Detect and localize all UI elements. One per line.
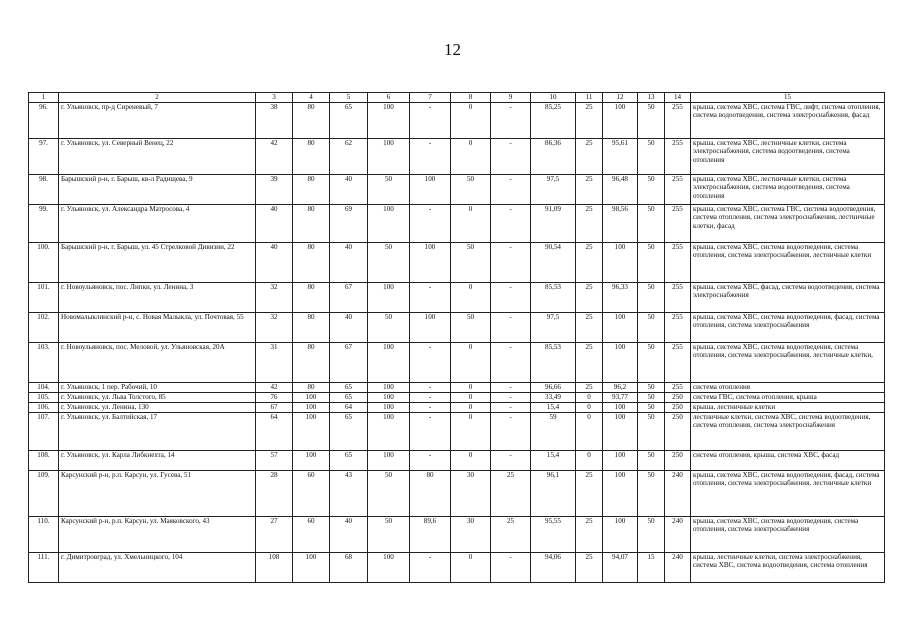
works-cell: крыша, система ХВС, система ГВС, система водоотведения, система отопления, система электроснабжения, лестничные клетки, фасад [691,205,885,243]
value-cell: 96,33 [603,283,638,313]
value-cell: 0 [576,451,603,471]
address-cell: Барышский р-н, г. Барыш, ул. 45 Стрелковой Дивизии, 22 [59,243,256,283]
works-cell: лестничные клетки, система ХВС, система водоотведения, система отопления, система электроснабжения [691,413,885,451]
value-cell: 85,53 [531,283,576,313]
address-cell: г. Ульяновск, ул. Балтийская, 17 [59,413,256,451]
table-header-row [29,93,885,103]
value-cell: 50 [368,471,410,517]
value-cell: - [491,553,531,583]
value-cell: 96,66 [531,383,576,393]
value-cell: 15,4 [531,451,576,471]
value-cell: 100 [368,283,410,313]
value-cell: - [410,393,451,403]
value-cell: 100 [293,413,330,451]
value-cell: - [491,313,531,343]
address-cell: г. Ульяновск, пр-д Сиреневый, 7 [59,103,256,139]
table-row [29,283,885,313]
value-cell: 0 [576,403,603,413]
value-cell: 25 [491,517,531,553]
value-cell: 0 [451,205,491,243]
value-cell: - [410,139,451,175]
value-cell: 80 [293,283,330,313]
value-cell: 100 [293,451,330,471]
value-cell: 25 [576,175,603,205]
value-cell: 50 [638,413,665,451]
value-cell: 80 [293,243,330,283]
column-number: 5 [330,93,368,103]
value-cell: 250 [665,413,691,451]
works-cell: система отопления [691,383,885,393]
column-number: 3 [256,93,293,103]
value-cell: 32 [256,313,293,343]
value-cell: 100 [368,403,410,413]
works-cell: крыша, система ХВС, лестничные клетки, система электроснабжения, система водоотведения, система отопления [691,175,885,205]
column-number: 10 [531,93,576,103]
works-cell: крыша, система ХВС, система водоотведения, система отопления, система электроснабжения, лестничные клетки, [691,343,885,383]
value-cell: 30 [451,471,491,517]
value-cell: 100 [603,517,638,553]
value-cell: 50 [638,343,665,383]
value-cell: 100 [368,553,410,583]
value-cell: 76 [256,393,293,403]
row-number: 99. [29,205,59,243]
value-cell: 0 [451,343,491,383]
value-cell: 89,6 [410,517,451,553]
value-cell: 50 [638,471,665,517]
value-cell: 50 [368,517,410,553]
works-cell: крыша, система ХВС, система водоотведения, фасад, система отопления, система электроснабжения [691,313,885,343]
table-row [29,471,885,517]
value-cell: 100 [603,313,638,343]
value-cell: - [410,205,451,243]
table-row [29,383,885,393]
value-cell: 59 [531,413,576,451]
row-number: 111. [29,553,59,583]
value-cell: 96,2 [603,383,638,393]
value-cell: 25 [576,103,603,139]
value-cell: 64 [256,413,293,451]
value-cell: 15 [638,553,665,583]
value-cell: 100 [293,553,330,583]
works-cell: крыша, система ХВС, система водоотведения, система отопления, система электроснабжения [691,517,885,553]
works-cell: крыша, система ХВС, система ГВС, лифт, система отопления, система водоотведения, система электроснабжения, фасад [691,103,885,139]
value-cell: - [491,205,531,243]
value-cell: 255 [665,383,691,393]
value-cell: - [410,553,451,583]
value-cell: 50 [638,393,665,403]
row-number: 107. [29,413,59,451]
works-cell: крыша, система ХВС, фасад, система водоотведения, система электроснабжения [691,283,885,313]
value-cell: 65 [330,393,368,403]
value-cell: - [491,413,531,451]
table-row [29,553,885,583]
value-cell: 250 [665,393,691,403]
value-cell: 100 [368,139,410,175]
value-cell: 0 [451,393,491,403]
table-row [29,103,885,139]
table-row [29,343,885,383]
address-cell: г. Ульяновск, ул. Северный Венец, 22 [59,139,256,175]
column-number: 9 [491,93,531,103]
value-cell: 25 [576,343,603,383]
column-number: 6 [368,93,410,103]
value-cell: 95,55 [531,517,576,553]
table-row [29,243,885,283]
value-cell: 95,61 [603,139,638,175]
value-cell: - [491,103,531,139]
column-number: 7 [410,93,451,103]
value-cell: - [410,103,451,139]
value-cell: 69 [330,205,368,243]
value-cell: 100 [368,393,410,403]
value-cell: 50 [638,517,665,553]
value-cell: 0 [451,103,491,139]
works-cell: система отопления, крыша, система ХВС, фасад [691,451,885,471]
value-cell: 50 [638,403,665,413]
value-cell: 240 [665,517,691,553]
value-cell: 50 [638,175,665,205]
value-cell: 50 [638,103,665,139]
value-cell: 42 [256,383,293,393]
value-cell: 80 [293,205,330,243]
value-cell: 93,77 [603,393,638,403]
value-cell: 100 [368,103,410,139]
column-number: 2 [59,93,256,103]
value-cell: 100 [603,403,638,413]
page-number: 12 [444,40,461,59]
row-number: 97. [29,139,59,175]
value-cell: 80 [293,343,330,383]
column-number: 13 [638,93,665,103]
value-cell: - [491,175,531,205]
value-cell: 27 [256,517,293,553]
value-cell: 0 [451,139,491,175]
value-cell: - [491,403,531,413]
value-cell: 255 [665,175,691,205]
value-cell: 0 [576,413,603,451]
works-cell: система ГВС, система отопления, крыша [691,393,885,403]
value-cell: 100 [410,175,451,205]
column-number: 14 [665,93,691,103]
value-cell: 96,1 [531,471,576,517]
value-cell: 255 [665,103,691,139]
table-row [29,517,885,553]
value-cell: - [410,403,451,413]
value-cell: 85,25 [531,103,576,139]
value-cell: 50 [638,139,665,175]
value-cell: - [410,383,451,393]
value-cell: 50 [638,383,665,393]
value-cell: 38 [256,103,293,139]
value-cell: 67 [330,343,368,383]
address-cell: Новомалыклинский р-н, с. Новая Малыкла, ул. Почтовая, 55 [59,313,256,343]
value-cell: 90,54 [531,243,576,283]
value-cell: 25 [576,139,603,175]
value-cell: 28 [256,471,293,517]
value-cell: 100 [603,471,638,517]
value-cell: 80 [293,313,330,343]
value-cell: 50 [638,451,665,471]
value-cell: 42 [256,139,293,175]
value-cell: 50 [368,243,410,283]
value-cell: 25 [491,471,531,517]
column-number: 12 [603,93,638,103]
value-cell: 100 [603,103,638,139]
value-cell: 240 [665,471,691,517]
value-cell: 33,49 [531,393,576,403]
value-cell: - [410,283,451,313]
value-cell: 64 [330,403,368,413]
value-cell: 240 [665,553,691,583]
table-row [29,175,885,205]
value-cell: - [491,451,531,471]
row-number: 109. [29,471,59,517]
value-cell: - [491,243,531,283]
value-cell: 100 [410,313,451,343]
value-cell: 0 [576,393,603,403]
data-table [28,92,885,583]
address-cell: г. Новоульяновск, пос. Липки, ул. Ленина, 3 [59,283,256,313]
value-cell: 39 [256,175,293,205]
table-row [29,403,885,413]
value-cell: 68 [330,553,368,583]
value-cell: 32 [256,283,293,313]
value-cell: 40 [256,205,293,243]
row-number: 108. [29,451,59,471]
row-number: 102. [29,313,59,343]
value-cell: 100 [603,343,638,383]
value-cell: 250 [665,451,691,471]
value-cell: 40 [256,243,293,283]
value-cell: 50 [451,175,491,205]
value-cell: 60 [293,517,330,553]
value-cell: - [410,451,451,471]
address-cell: г. Ульяновск, ул. Льва Толстого, 85 [59,393,256,403]
value-cell: 25 [576,205,603,243]
works-cell: крыша, лестничные клетки [691,403,885,413]
address-cell: г. Ульяновск, ул. Ленина, 130 [59,403,256,413]
value-cell: 40 [330,517,368,553]
value-cell: 98,56 [603,205,638,243]
value-cell: 80 [293,175,330,205]
row-number: 101. [29,283,59,313]
address-cell: г. Ульяновск, ул. Александра Матросова, 4 [59,205,256,243]
row-number: 110. [29,517,59,553]
value-cell: - [491,343,531,383]
column-number: 15 [691,93,885,103]
value-cell: 25 [576,283,603,313]
value-cell: 94,07 [603,553,638,583]
value-cell: 80 [293,103,330,139]
value-cell: 40 [330,313,368,343]
value-cell: - [491,139,531,175]
value-cell: 97,5 [531,175,576,205]
value-cell: 50 [451,243,491,283]
value-cell: 100 [368,413,410,451]
table-row [29,413,885,451]
value-cell: 91,09 [531,205,576,243]
value-cell: 57 [256,451,293,471]
address-cell: Карсунский р-н, р.п. Карсун, ул. Маяковского, 43 [59,517,256,553]
value-cell: 80 [293,139,330,175]
value-cell: 0 [451,451,491,471]
address-cell: Барышский р-н, г. Барыш, кв-л Радищева, 9 [59,175,256,205]
value-cell: 0 [451,413,491,451]
value-cell: 255 [665,139,691,175]
row-number: 103. [29,343,59,383]
value-cell: 25 [576,517,603,553]
value-cell: 250 [665,403,691,413]
value-cell: 50 [638,313,665,343]
value-cell: 40 [330,175,368,205]
value-cell: 100 [603,413,638,451]
works-cell: крыша, лестничные клетки, система электроснабжения, система ХВС, система водоотведения, система отопления [691,553,885,583]
value-cell: 100 [368,343,410,383]
value-cell: - [410,343,451,383]
address-cell: Карсунский р-н, р.п. Карсун, ул. Гусева, 51 [59,471,256,517]
row-number: 98. [29,175,59,205]
value-cell: 50 [451,313,491,343]
value-cell: 0 [451,553,491,583]
value-cell: 50 [368,175,410,205]
value-cell: 0 [451,383,491,393]
address-cell: г. Новоульяновск, пос. Меловой, ул. Ульяновская, 20А [59,343,256,383]
row-number: 96. [29,103,59,139]
value-cell: 25 [576,313,603,343]
value-cell: 60 [293,471,330,517]
value-cell: 15,4 [531,403,576,413]
value-cell: 85,53 [531,343,576,383]
value-cell: 50 [638,205,665,243]
row-number: 106. [29,403,59,413]
value-cell: 255 [665,313,691,343]
table-row [29,313,885,343]
table-row [29,393,885,403]
value-cell: 100 [293,393,330,403]
works-cell: крыша, система ХВС, система водоотведения, система отопления, система электроснабжения, лестничные клетки [691,243,885,283]
column-number: 8 [451,93,491,103]
value-cell: 65 [330,383,368,393]
value-cell: 97,5 [531,313,576,343]
value-cell: 255 [665,283,691,313]
value-cell: 80 [293,383,330,393]
value-cell: 50 [638,243,665,283]
value-cell: 67 [330,283,368,313]
value-cell: - [491,393,531,403]
value-cell: 25 [576,383,603,393]
value-cell: 65 [330,451,368,471]
value-cell: 25 [576,243,603,283]
works-cell: крыша, система ХВС, система водоотведения, фасад, система отопления, система электроснабжения, лестничные клетки [691,471,885,517]
address-cell: г. Димитровград, ул. Хмельницкого, 104 [59,553,256,583]
value-cell: 255 [665,205,691,243]
value-cell: 65 [330,413,368,451]
value-cell: 80 [410,471,451,517]
value-cell: 100 [368,451,410,471]
value-cell: 100 [293,403,330,413]
value-cell: 255 [665,343,691,383]
value-cell: 30 [451,517,491,553]
value-cell: 255 [665,243,691,283]
value-cell: 67 [256,403,293,413]
value-cell: 0 [451,403,491,413]
value-cell: 100 [603,451,638,471]
column-number: 11 [576,93,603,103]
value-cell: 94,06 [531,553,576,583]
value-cell: 100 [603,243,638,283]
value-cell: 62 [330,139,368,175]
column-number: 4 [293,93,330,103]
row-number: 105. [29,393,59,403]
row-number: 104. [29,383,59,393]
value-cell: 100 [368,383,410,393]
value-cell: 0 [451,283,491,313]
works-cell: крыша, система ХВС, лестничные клетки, система электроснабжения, система водоотведения, система отопления [691,139,885,175]
value-cell: 100 [410,243,451,283]
value-cell: 65 [330,103,368,139]
table-row [29,139,885,175]
value-cell: 108 [256,553,293,583]
value-cell: 25 [576,471,603,517]
value-cell: 40 [330,243,368,283]
address-cell: г. Ульяновск, 1 пер. Рабочий, 10 [59,383,256,393]
table-row [29,451,885,471]
row-number: 100. [29,243,59,283]
value-cell: 50 [368,313,410,343]
value-cell: - [491,283,531,313]
value-cell: 50 [638,283,665,313]
value-cell: 96,48 [603,175,638,205]
address-cell: г. Ульяновск, ул. Карла Либкнехта, 14 [59,451,256,471]
value-cell: - [410,413,451,451]
column-number: 1 [29,93,59,103]
value-cell: 31 [256,343,293,383]
table-row [29,205,885,243]
value-cell: 100 [368,205,410,243]
value-cell: 86,36 [531,139,576,175]
value-cell: 43 [330,471,368,517]
value-cell: 25 [576,553,603,583]
value-cell: - [491,383,531,393]
